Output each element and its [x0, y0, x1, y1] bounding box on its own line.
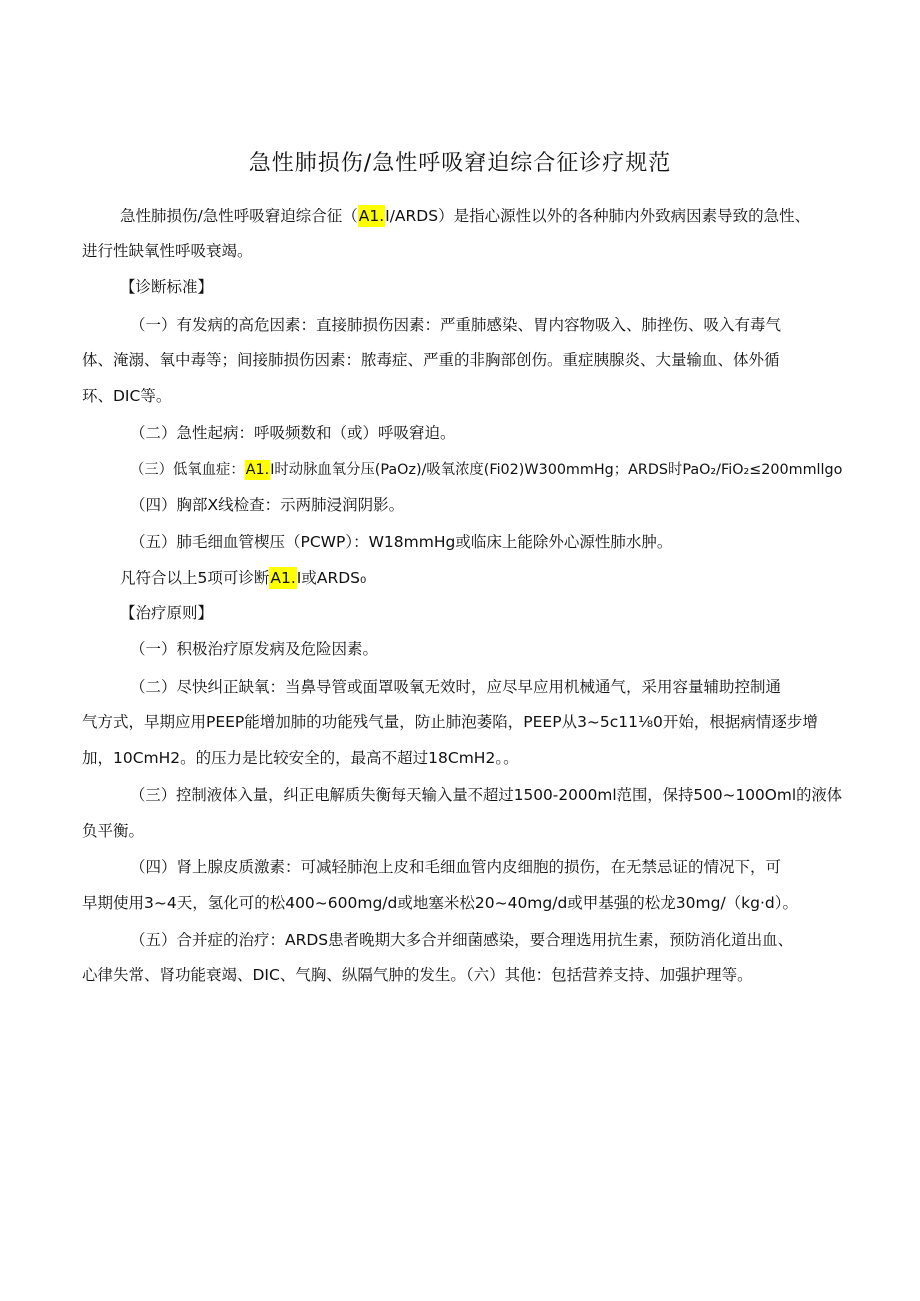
treat-item-5-line-2: 心律失常、肾功能衰竭、DIC、气胸、纵隔气肿的发生。（六）其他：包括营养支持、加强护理等。 — [82, 966, 753, 984]
highlight-mark: A1. — [358, 207, 385, 225]
diag-summary — [120, 567, 366, 589]
intro-line-1 — [120, 205, 810, 227]
treat-item-5-line-1: （五）合并症的治疗：ARDS患者晚期大多合并细菌感染，要合理选用抗生素，预防消化道出血、 — [130, 931, 794, 949]
treat-item-4-line-1: （四）肾上腺皮质激素：可减轻肺泡上皮和毛细血管内皮细胞的损伤，在无禁忌证的情况下，可 — [130, 858, 782, 876]
treat-item-3-line-2: 负平衡。 — [82, 822, 145, 840]
treat-item-2-line-3: 加，10CmH2。的压力是比较安全的，最高不超过18CmH2。。 — [82, 749, 519, 767]
page-title: 急性肺损伤/急性呼吸窘迫综合征诊疗规范 — [248, 151, 672, 176]
intro-text-b: I/ARDS）是指心源性以外的各种肺内外致病因素导致的急性、 — [385, 207, 811, 225]
intro-text-a: 急性肺损伤/急性呼吸窘迫综合征（ — [120, 207, 358, 225]
diag-item-1-line-3: 环、DIC等。 — [82, 387, 172, 405]
diag-item-1-line-2: 体、淹溺、氧中毒等；间接肺损伤因素：脓毒症、严重的非胸部创伤。重症胰腺炎、大量输血、体外循 — [82, 351, 780, 369]
treat-item-2-line-1: （二）尽快纠正缺氧：当鼻导管或面罩吸氧无效时，应尽早应用机械通气，采用容量辅助控制通 — [130, 678, 782, 696]
diag-summary-text-a: 凡符合以上5项可诊断 — [120, 569, 270, 587]
diag-item-5: （五）肺毛细血管楔压（PCWP）：W18mmHg或临床上能除外心源性肺水肿。 — [130, 533, 673, 551]
intro-line-2: 进行性缺氧性呼吸衰竭。 — [82, 242, 253, 260]
treat-item-1: （一）积极治疗原发病及危险因素。 — [130, 640, 379, 658]
diag-summary-text-b: I或ARDS₀ — [296, 569, 367, 587]
diagnosis-heading: 【诊断标准】 — [120, 278, 214, 296]
treat-item-3-line-1: （三）控制液体入量，纠正电解质失衡每天输入量不超过1500-2000ml范围，保持500~100Oml的液体 — [130, 786, 843, 804]
highlight-mark: A1. — [245, 462, 270, 478]
treatment-heading: 【治疗原则】 — [120, 604, 214, 622]
highlight-mark: A1. — [270, 569, 296, 587]
diag-item-2: （二）急性起病：呼吸频数和（或）呼吸窘迫。 — [130, 424, 456, 442]
diag-item-3-text-a: （三）低氧血症： — [130, 462, 245, 478]
diag-item-3 — [130, 459, 842, 481]
diag-item-3-text-b: I时动脉血氧分压(PaOz)/吸氧浓度(Fi02)W300mmHg；ARDS时PaO₂/FiO₂≤200mmllgo — [270, 462, 843, 478]
diag-item-4: （四）胸部X线检查：示两肺浸润阴影。 — [130, 496, 405, 514]
treat-item-2-line-2: 气方式，早期应用PEEP能增加肺的功能残气量，防止肺泡萎陷，PEEP从3~5c11⅛0开始，根据病情逐步增 — [82, 713, 818, 731]
treat-item-4-line-2: 早期使用3~4天，氢化可的松400~600mg∕d或地塞米松20~40mg∕d或甲基强的松龙30mg∕（kg·d）。 — [82, 894, 799, 912]
diag-item-1-line-1: （一）有发病的高危因素：直接肺损伤因素：严重肺感染、胃内容物吸入、肺挫伤、吸入有毒气 — [130, 316, 782, 334]
